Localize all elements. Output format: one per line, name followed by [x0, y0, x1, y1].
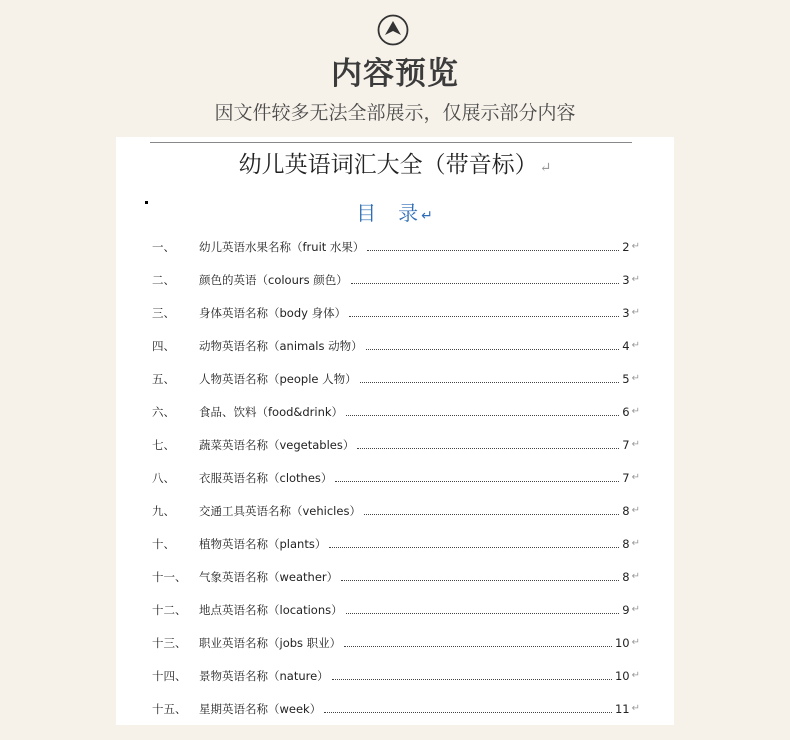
paragraph-mark: ↵	[631, 670, 640, 681]
toc-label: 幼儿英语水果名称（fruit 水果）	[199, 239, 365, 254]
toc-entry[interactable]	[152, 560, 640, 593]
toc-number: 三、	[152, 305, 175, 320]
toc-number: 五、	[152, 371, 175, 386]
toc-entry[interactable]	[152, 659, 640, 692]
toc-leader-dots	[335, 481, 619, 482]
toc-label: 衣服英语名称（clothes）	[199, 470, 333, 485]
toc-entry[interactable]	[152, 362, 640, 395]
toc-page-number: 9	[622, 602, 630, 617]
paragraph-mark: ↵	[631, 472, 640, 483]
toc-number: 十四、	[152, 668, 187, 683]
toc-page-number: 8	[622, 503, 630, 518]
toc-entry[interactable]	[152, 494, 640, 527]
toc-page-number: 10	[614, 668, 630, 683]
toc-leader-dots	[344, 646, 612, 647]
table-of-contents	[152, 230, 640, 725]
preview-title: 内容预览	[331, 56, 459, 92]
toc-leader-dots	[332, 679, 612, 680]
toc-entry[interactable]	[152, 626, 640, 659]
toc-page-number: 11	[614, 701, 630, 716]
toc-number: 六、	[152, 404, 175, 419]
toc-page-number: 10	[614, 635, 630, 650]
toc-entry[interactable]	[152, 692, 640, 725]
toc-number: 四、	[152, 338, 175, 353]
toc-number: 十一、	[152, 569, 187, 584]
toc-page-number: 7	[622, 437, 630, 452]
paragraph-mark: ↵	[631, 274, 640, 285]
toc-page-number: 7	[622, 470, 630, 485]
toc-heading-text: 目 录	[356, 201, 420, 225]
paragraph-mark: ↵	[631, 307, 640, 318]
paragraph-mark: ↵	[631, 538, 640, 549]
paragraph-mark: ↵	[631, 703, 640, 714]
toc-leader-dots	[329, 547, 619, 548]
toc-entry[interactable]	[152, 461, 640, 494]
toc-leader-dots	[346, 613, 620, 614]
toc-number: 十二、	[152, 602, 187, 617]
toc-number: 七、	[152, 437, 175, 452]
toc-leader-dots	[351, 283, 620, 284]
toc-label: 蔬菜英语名称（vegetables）	[199, 437, 355, 452]
toc-label: 职业英语名称（jobs 职业）	[199, 635, 342, 650]
toc-entry[interactable]	[152, 263, 640, 296]
paragraph-mark: ↵	[631, 439, 640, 450]
toc-page-number: 6	[622, 404, 630, 419]
toc-leader-dots	[367, 250, 619, 251]
toc-heading	[116, 197, 674, 226]
paragraph-mark: ↵	[631, 373, 640, 384]
toc-entry[interactable]	[152, 230, 640, 263]
toc-number: 一、	[152, 239, 175, 254]
toc-entry[interactable]	[152, 593, 640, 626]
toc-number: 九、	[152, 503, 175, 518]
toc-leader-dots	[366, 349, 620, 350]
toc-leader-dots	[341, 580, 619, 581]
toc-label: 植物英语名称（plants）	[199, 536, 327, 551]
toc-leader-dots	[349, 316, 619, 317]
toc-page-number: 8	[622, 536, 630, 551]
header-rule	[150, 142, 632, 143]
toc-label: 地点英语名称（locations）	[199, 602, 343, 617]
toc-page-number: 8	[622, 569, 630, 584]
paragraph-mark: ↵	[631, 604, 640, 615]
toc-label: 颜色的英语（colours 颜色）	[199, 272, 348, 287]
toc-entry[interactable]	[152, 428, 640, 461]
toc-entry[interactable]	[152, 329, 640, 362]
toc-leader-dots	[360, 382, 620, 383]
toc-page-number: 2	[622, 239, 630, 254]
toc-entry[interactable]	[152, 296, 640, 329]
toc-label: 气象英语名称（weather）	[199, 569, 339, 584]
paragraph-mark: ↵	[631, 637, 640, 648]
paragraph-mark: ↵	[631, 571, 640, 582]
paragraph-mark: ↵	[539, 160, 552, 176]
document-title	[116, 146, 674, 179]
toc-label: 动物英语名称（animals 动物）	[199, 338, 363, 353]
toc-number: 十、	[152, 536, 175, 551]
document-title-text: 幼儿英语词汇大全（带音标）	[238, 152, 538, 178]
toc-page-number: 3	[622, 272, 630, 287]
up-arrow-circle-icon	[377, 14, 409, 46]
toc-label: 食品、饮料（food&drink）	[199, 404, 344, 419]
toc-leader-dots	[346, 415, 619, 416]
toc-number: 十三、	[152, 635, 187, 650]
toc-number: 十五、	[152, 701, 187, 716]
paragraph-mark: ↵	[631, 505, 640, 516]
toc-page-number: 3	[622, 305, 630, 320]
preview-subtitle: 因文件较多无法全部展示，仅展示部分内容	[214, 102, 576, 124]
paragraph-mark: ↵	[421, 208, 434, 224]
toc-page-number: 4	[622, 338, 630, 353]
toc-entry[interactable]	[152, 527, 640, 560]
toc-entry[interactable]	[152, 395, 640, 428]
toc-leader-dots	[324, 712, 612, 713]
toc-label: 身体英语名称（body 身体）	[199, 305, 347, 320]
paragraph-mark: ↵	[631, 241, 640, 252]
document-page	[116, 137, 674, 725]
paragraph-mark: ↵	[631, 340, 640, 351]
toc-label: 人物英语名称（people 人物）	[199, 371, 357, 386]
toc-label: 星期英语名称（week）	[199, 701, 322, 716]
toc-number: 八、	[152, 470, 175, 485]
toc-leader-dots	[357, 448, 619, 449]
toc-number: 二、	[152, 272, 175, 287]
toc-leader-dots	[364, 514, 619, 515]
toc-page-number: 5	[622, 371, 630, 386]
toc-label: 景物英语名称（nature）	[199, 668, 329, 683]
paragraph-mark: ↵	[631, 406, 640, 417]
toc-label: 交通工具英语名称（vehicles）	[199, 503, 361, 518]
